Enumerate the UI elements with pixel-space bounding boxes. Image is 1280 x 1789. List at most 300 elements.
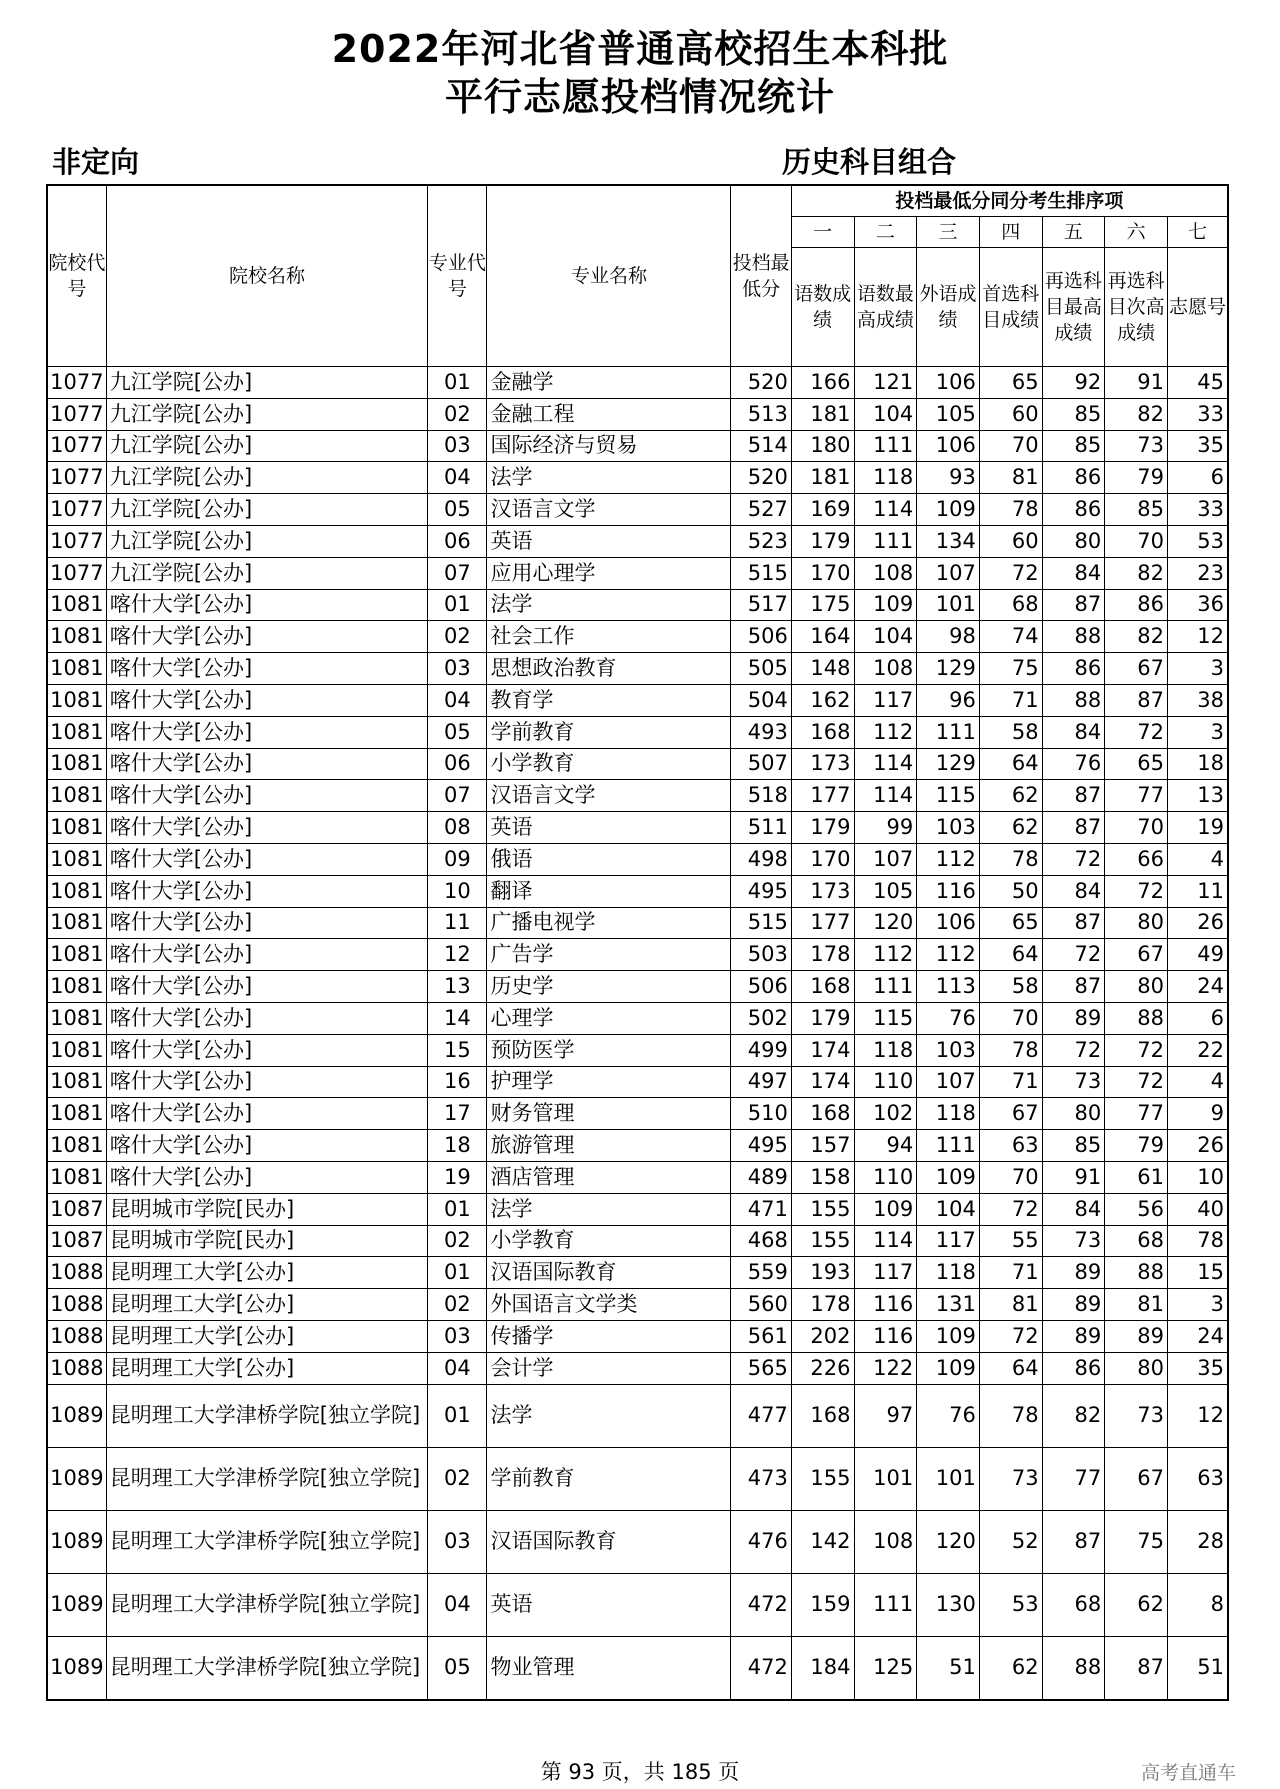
cell-school-code: 1081 — [47, 1034, 106, 1066]
cell-choice-no: 3 — [1167, 716, 1228, 748]
cell-min-score: 499 — [731, 1034, 791, 1066]
page-title-line1: 2022年河北省普通高校招生本科批 — [331, 27, 949, 71]
cell-score-6: 73 — [1105, 1384, 1168, 1447]
cell-score-5: 85 — [1042, 398, 1105, 430]
cell-school-code: 1077 — [47, 430, 106, 462]
cell-school-name: 九江学院[公办] — [106, 462, 427, 494]
cell-min-score: 468 — [731, 1225, 791, 1257]
cell-score-6: 66 — [1105, 843, 1168, 875]
cell-score-1: 164 — [791, 621, 854, 653]
cell-school-code: 1081 — [47, 621, 106, 653]
cell-score-4: 62 — [979, 1636, 1042, 1700]
table-row — [47, 875, 1228, 907]
cell-score-1: 155 — [791, 1447, 854, 1510]
cell-major-code: 18 — [428, 1130, 487, 1162]
header-item-5: 再选科目最高成绩 — [1042, 248, 1105, 367]
cell-major-code: 02 — [428, 621, 487, 653]
cell-min-score: 565 — [731, 1352, 791, 1384]
cell-score-1: 155 — [791, 1193, 854, 1225]
cell-school-code: 1081 — [47, 1098, 106, 1130]
cell-min-score: 517 — [731, 589, 791, 621]
cell-major-code: 03 — [428, 430, 487, 462]
cell-score-6: 70 — [1105, 525, 1168, 557]
cell-major-name: 法学 — [487, 1384, 731, 1447]
cell-major-name: 学前教育 — [487, 1447, 731, 1510]
table-row — [47, 557, 1228, 589]
cell-min-score: 520 — [731, 462, 791, 494]
page-number: 第 93 页，共 185 页 — [540, 1760, 740, 1784]
cell-score-3: 101 — [917, 1447, 980, 1510]
cell-score-3: 129 — [917, 748, 980, 780]
cell-major-code: 02 — [428, 1225, 487, 1257]
cell-major-code: 08 — [428, 812, 487, 844]
cell-score-2: 99 — [854, 812, 917, 844]
cell-score-2: 104 — [854, 621, 917, 653]
cell-major-code: 01 — [428, 1257, 487, 1289]
cell-score-6: 80 — [1105, 971, 1168, 1003]
cell-min-score: 495 — [731, 875, 791, 907]
cell-min-score: 561 — [731, 1320, 791, 1352]
cell-score-3: 101 — [917, 589, 980, 621]
cell-score-3: 106 — [917, 430, 980, 462]
cell-score-3: 129 — [917, 653, 980, 685]
cell-major-code: 05 — [428, 1636, 487, 1700]
cell-score-3: 103 — [917, 1034, 980, 1066]
cell-score-3: 109 — [917, 1161, 980, 1193]
table-row — [47, 589, 1228, 621]
cell-score-4: 64 — [979, 939, 1042, 971]
cell-score-2: 118 — [854, 1034, 917, 1066]
table-row — [47, 748, 1228, 780]
cell-school-code: 1081 — [47, 748, 106, 780]
cell-score-2: 114 — [854, 748, 917, 780]
table-row — [47, 1034, 1228, 1066]
cell-score-4: 75 — [979, 653, 1042, 685]
cell-school-name: 喀什大学[公办] — [106, 589, 427, 621]
cell-min-score: 477 — [731, 1384, 791, 1447]
cell-score-1: 181 — [791, 462, 854, 494]
cell-min-score: 472 — [731, 1573, 791, 1636]
cell-score-3: 117 — [917, 1225, 980, 1257]
cell-score-5: 89 — [1042, 1257, 1105, 1289]
cell-score-2: 110 — [854, 1161, 917, 1193]
cell-score-2: 114 — [854, 780, 917, 812]
cell-score-4: 63 — [979, 1130, 1042, 1162]
cell-score-2: 114 — [854, 494, 917, 526]
cell-score-1: 202 — [791, 1320, 854, 1352]
cell-choice-no: 51 — [1167, 1636, 1228, 1700]
cell-school-name: 喀什大学[公办] — [106, 1130, 427, 1162]
cell-score-4: 71 — [979, 1257, 1042, 1289]
cell-school-name: 喀什大学[公办] — [106, 621, 427, 653]
cell-score-6: 67 — [1105, 939, 1168, 971]
cell-score-6: 79 — [1105, 1130, 1168, 1162]
cell-major-name: 汉语言文学 — [487, 780, 731, 812]
cell-school-code: 1081 — [47, 939, 106, 971]
cell-score-6: 68 — [1105, 1225, 1168, 1257]
cell-score-3: 104 — [917, 1193, 980, 1225]
cell-score-4: 58 — [979, 716, 1042, 748]
cell-major-name: 法学 — [487, 589, 731, 621]
table-row — [47, 716, 1228, 748]
cell-score-3: 130 — [917, 1573, 980, 1636]
cell-major-name: 会计学 — [487, 1352, 731, 1384]
cell-major-code: 11 — [428, 907, 487, 939]
header-school-name: 院校名称 — [106, 185, 427, 367]
cell-choice-no: 18 — [1167, 748, 1228, 780]
cell-choice-no: 33 — [1167, 398, 1228, 430]
cell-school-name: 喀什大学[公办] — [106, 1098, 427, 1130]
cell-major-code: 07 — [428, 780, 487, 812]
cell-score-6: 72 — [1105, 1034, 1168, 1066]
cell-score-6: 82 — [1105, 557, 1168, 589]
cell-major-code: 02 — [428, 1289, 487, 1321]
cell-major-code: 19 — [428, 1161, 487, 1193]
cell-score-1: 181 — [791, 398, 854, 430]
cell-major-code: 04 — [428, 462, 487, 494]
cell-school-name: 九江学院[公办] — [106, 398, 427, 430]
cell-score-1: 177 — [791, 780, 854, 812]
cell-score-3: 109 — [917, 1352, 980, 1384]
cell-school-name: 喀什大学[公办] — [106, 1002, 427, 1034]
cell-score-5: 84 — [1042, 716, 1105, 748]
cell-school-name: 九江学院[公办] — [106, 430, 427, 462]
cell-school-name: 喀什大学[公办] — [106, 939, 427, 971]
cell-major-name: 社会工作 — [487, 621, 731, 653]
cell-major-name: 小学教育 — [487, 748, 731, 780]
cell-score-3: 118 — [917, 1098, 980, 1130]
cell-major-name: 传播学 — [487, 1320, 731, 1352]
cell-major-name: 汉语国际教育 — [487, 1257, 731, 1289]
table-row — [47, 367, 1228, 399]
cell-score-2: 108 — [854, 653, 917, 685]
cell-major-code: 02 — [428, 1447, 487, 1510]
cell-score-4: 65 — [979, 907, 1042, 939]
cell-score-4: 53 — [979, 1573, 1042, 1636]
cell-score-5: 72 — [1042, 843, 1105, 875]
cell-choice-no: 12 — [1167, 1384, 1228, 1447]
cell-min-score: 527 — [731, 494, 791, 526]
cell-school-code: 1089 — [47, 1573, 106, 1636]
cell-score-3: 131 — [917, 1289, 980, 1321]
cell-score-5: 89 — [1042, 1289, 1105, 1321]
cell-score-6: 88 — [1105, 1257, 1168, 1289]
cell-score-1: 174 — [791, 1034, 854, 1066]
cell-score-5: 73 — [1042, 1066, 1105, 1098]
header-item-2: 语数最高成绩 — [854, 248, 917, 367]
cell-choice-no: 9 — [1167, 1098, 1228, 1130]
cell-major-code: 05 — [428, 716, 487, 748]
table-row — [47, 780, 1228, 812]
cell-score-6: 89 — [1105, 1320, 1168, 1352]
cell-school-name: 昆明理工大学[公办] — [106, 1257, 427, 1289]
cell-school-name: 喀什大学[公办] — [106, 748, 427, 780]
cell-choice-no: 3 — [1167, 653, 1228, 685]
cell-major-name: 英语 — [487, 812, 731, 844]
cell-score-2: 97 — [854, 1384, 917, 1447]
cell-score-3: 115 — [917, 780, 980, 812]
cell-score-4: 78 — [979, 843, 1042, 875]
cell-score-3: 118 — [917, 1257, 980, 1289]
table-row — [47, 1257, 1228, 1289]
cell-score-6: 77 — [1105, 1098, 1168, 1130]
cell-major-code: 04 — [428, 1352, 487, 1384]
cell-score-4: 72 — [979, 557, 1042, 589]
cell-score-2: 122 — [854, 1352, 917, 1384]
cell-score-5: 86 — [1042, 1352, 1105, 1384]
header-min-score: 投档最低分 — [731, 185, 791, 367]
cell-score-3: 113 — [917, 971, 980, 1003]
cell-score-3: 96 — [917, 684, 980, 716]
cell-score-6: 73 — [1105, 430, 1168, 462]
subject-group-label: 历史科目组合 — [782, 145, 957, 179]
cell-major-name: 金融工程 — [487, 398, 731, 430]
cell-school-name: 喀什大学[公办] — [106, 1034, 427, 1066]
cell-school-code: 1089 — [47, 1447, 106, 1510]
cell-choice-no: 22 — [1167, 1034, 1228, 1066]
cell-major-name: 护理学 — [487, 1066, 731, 1098]
cell-major-name: 财务管理 — [487, 1098, 731, 1130]
cell-score-1: 178 — [791, 1289, 854, 1321]
cell-score-4: 64 — [979, 1352, 1042, 1384]
cell-score-6: 87 — [1105, 684, 1168, 716]
cell-min-score: 507 — [731, 748, 791, 780]
cell-score-2: 114 — [854, 1225, 917, 1257]
cell-score-4: 71 — [979, 684, 1042, 716]
cell-score-3: 103 — [917, 812, 980, 844]
header-order-1: 一 — [791, 217, 854, 248]
cell-score-5: 86 — [1042, 494, 1105, 526]
cell-min-score: 495 — [731, 1130, 791, 1162]
table-row — [47, 1002, 1228, 1034]
cell-choice-no: 26 — [1167, 907, 1228, 939]
cell-score-1: 175 — [791, 589, 854, 621]
cell-school-name: 喀什大学[公办] — [106, 1066, 427, 1098]
cell-score-2: 108 — [854, 557, 917, 589]
header-major-name: 专业名称 — [487, 185, 731, 367]
cell-school-name: 昆明理工大学[公办] — [106, 1320, 427, 1352]
cell-choice-no: 40 — [1167, 1193, 1228, 1225]
table-row — [47, 1193, 1228, 1225]
cell-major-code: 01 — [428, 1193, 487, 1225]
cell-score-3: 106 — [917, 367, 980, 399]
cell-score-5: 84 — [1042, 1193, 1105, 1225]
table-row — [47, 1130, 1228, 1162]
cell-major-name: 酒店管理 — [487, 1161, 731, 1193]
cell-school-code: 1088 — [47, 1257, 106, 1289]
cell-school-code: 1081 — [47, 716, 106, 748]
cell-score-1: 226 — [791, 1352, 854, 1384]
cell-choice-no: 45 — [1167, 367, 1228, 399]
cell-score-5: 84 — [1042, 875, 1105, 907]
cell-min-score: 502 — [731, 1002, 791, 1034]
cell-score-1: 179 — [791, 525, 854, 557]
cell-score-4: 74 — [979, 621, 1042, 653]
cell-choice-no: 53 — [1167, 525, 1228, 557]
cell-major-name: 外国语言文学类 — [487, 1289, 731, 1321]
cell-school-code: 1077 — [47, 462, 106, 494]
cell-score-2: 115 — [854, 1002, 917, 1034]
cell-score-3: 109 — [917, 1320, 980, 1352]
cell-score-5: 77 — [1042, 1447, 1105, 1510]
cell-score-4: 81 — [979, 1289, 1042, 1321]
cell-min-score: 506 — [731, 971, 791, 1003]
table-row — [47, 1510, 1228, 1573]
cell-major-name: 翻译 — [487, 875, 731, 907]
cell-score-3: 111 — [917, 1130, 980, 1162]
cell-major-name: 广告学 — [487, 939, 731, 971]
cell-min-score: 514 — [731, 430, 791, 462]
cell-school-name: 喀什大学[公办] — [106, 812, 427, 844]
cell-score-4: 73 — [979, 1447, 1042, 1510]
cell-school-code: 1089 — [47, 1510, 106, 1573]
cell-score-5: 76 — [1042, 748, 1105, 780]
cell-score-6: 67 — [1105, 1447, 1168, 1510]
cell-score-1: 159 — [791, 1573, 854, 1636]
cell-major-code: 13 — [428, 971, 487, 1003]
cell-score-6: 82 — [1105, 398, 1168, 430]
header-item-7: 志愿号 — [1167, 248, 1228, 367]
cell-score-5: 89 — [1042, 1002, 1105, 1034]
table-row — [47, 939, 1228, 971]
cell-score-1: 179 — [791, 812, 854, 844]
cell-score-3: 112 — [917, 843, 980, 875]
cell-score-4: 50 — [979, 875, 1042, 907]
cell-school-name: 喀什大学[公办] — [106, 971, 427, 1003]
cell-major-name: 应用心理学 — [487, 557, 731, 589]
table-header — [47, 185, 1228, 367]
cell-score-4: 70 — [979, 1161, 1042, 1193]
cell-score-6: 80 — [1105, 907, 1168, 939]
cell-score-2: 112 — [854, 939, 917, 971]
cell-score-1: 142 — [791, 1510, 854, 1573]
cell-score-4: 58 — [979, 971, 1042, 1003]
cell-school-name: 九江学院[公办] — [106, 557, 427, 589]
header-order-5: 五 — [1042, 217, 1105, 248]
cell-min-score: 515 — [731, 907, 791, 939]
cell-score-4: 62 — [979, 812, 1042, 844]
cell-score-4: 68 — [979, 589, 1042, 621]
cell-school-code: 1089 — [47, 1636, 106, 1700]
cell-score-2: 116 — [854, 1320, 917, 1352]
cell-min-score: 504 — [731, 684, 791, 716]
cell-score-5: 87 — [1042, 780, 1105, 812]
cell-score-3: 107 — [917, 557, 980, 589]
table-row — [47, 494, 1228, 526]
cell-major-name: 学前教育 — [487, 716, 731, 748]
cell-school-name: 喀什大学[公办] — [106, 780, 427, 812]
cell-min-score: 497 — [731, 1066, 791, 1098]
cell-choice-no: 11 — [1167, 875, 1228, 907]
cell-school-name: 昆明理工大学津桥学院[独立学院] — [106, 1636, 427, 1700]
cell-major-name: 旅游管理 — [487, 1130, 731, 1162]
header-order-4: 四 — [979, 217, 1042, 248]
cell-score-5: 88 — [1042, 684, 1105, 716]
cell-major-name: 预防医学 — [487, 1034, 731, 1066]
cell-score-5: 86 — [1042, 653, 1105, 685]
cell-school-name: 喀什大学[公办] — [106, 716, 427, 748]
cell-min-score: 503 — [731, 939, 791, 971]
table-row — [47, 462, 1228, 494]
cell-score-5: 87 — [1042, 907, 1105, 939]
header-item-1: 语数成绩 — [791, 248, 854, 367]
cell-choice-no: 8 — [1167, 1573, 1228, 1636]
cell-score-1: 180 — [791, 430, 854, 462]
cell-score-1: 178 — [791, 939, 854, 971]
cell-score-6: 87 — [1105, 1636, 1168, 1700]
cell-major-code: 06 — [428, 525, 487, 557]
cell-score-3: 51 — [917, 1636, 980, 1700]
cell-score-1: 173 — [791, 875, 854, 907]
cell-score-1: 162 — [791, 684, 854, 716]
cell-score-1: 177 — [791, 907, 854, 939]
cell-score-5: 87 — [1042, 971, 1105, 1003]
cell-major-code: 03 — [428, 1510, 487, 1573]
cell-score-3: 76 — [917, 1384, 980, 1447]
cell-choice-no: 78 — [1167, 1225, 1228, 1257]
cell-school-code: 1088 — [47, 1352, 106, 1384]
table-row — [47, 1098, 1228, 1130]
cell-min-score: 520 — [731, 367, 791, 399]
cell-school-code: 1081 — [47, 780, 106, 812]
cell-min-score: 471 — [731, 1193, 791, 1225]
cell-school-code: 1081 — [47, 812, 106, 844]
cell-score-2: 104 — [854, 398, 917, 430]
table-row — [47, 1289, 1228, 1321]
cell-school-code: 1081 — [47, 1130, 106, 1162]
table-row — [47, 971, 1228, 1003]
cell-score-5: 88 — [1042, 1636, 1105, 1700]
cell-score-1: 170 — [791, 843, 854, 875]
cell-school-code: 1081 — [47, 1161, 106, 1193]
table-row — [47, 1573, 1228, 1636]
cell-major-name: 教育学 — [487, 684, 731, 716]
cell-score-6: 85 — [1105, 494, 1168, 526]
cell-school-name: 昆明理工大学津桥学院[独立学院] — [106, 1384, 427, 1447]
cell-score-6: 82 — [1105, 621, 1168, 653]
cell-major-code: 03 — [428, 653, 487, 685]
cell-score-4: 60 — [979, 398, 1042, 430]
table-row — [47, 430, 1228, 462]
cell-min-score: 518 — [731, 780, 791, 812]
cell-school-name: 昆明城市学院[民办] — [106, 1225, 427, 1257]
cell-score-3: 120 — [917, 1510, 980, 1573]
cell-score-4: 78 — [979, 494, 1042, 526]
cell-choice-no: 36 — [1167, 589, 1228, 621]
cell-school-code: 1077 — [47, 367, 106, 399]
cell-choice-no: 13 — [1167, 780, 1228, 812]
header-item-6: 再选科目次高成绩 — [1105, 248, 1168, 367]
cell-score-2: 109 — [854, 589, 917, 621]
cell-school-name: 喀什大学[公办] — [106, 653, 427, 685]
cell-score-1: 169 — [791, 494, 854, 526]
cell-score-2: 101 — [854, 1447, 917, 1510]
cell-school-code: 1081 — [47, 653, 106, 685]
cell-score-1: 170 — [791, 557, 854, 589]
cell-min-score: 473 — [731, 1447, 791, 1510]
cell-choice-no: 4 — [1167, 843, 1228, 875]
cell-score-6: 75 — [1105, 1510, 1168, 1573]
cell-score-2: 117 — [854, 1257, 917, 1289]
cell-school-name: 九江学院[公办] — [106, 525, 427, 557]
header-major-code: 专业代号 — [428, 185, 487, 367]
cell-major-code: 16 — [428, 1066, 487, 1098]
cell-score-3: 105 — [917, 398, 980, 430]
admission-table — [46, 184, 1229, 1701]
cell-school-code: 1089 — [47, 1384, 106, 1447]
cell-school-code: 1081 — [47, 684, 106, 716]
cell-score-1: 166 — [791, 367, 854, 399]
